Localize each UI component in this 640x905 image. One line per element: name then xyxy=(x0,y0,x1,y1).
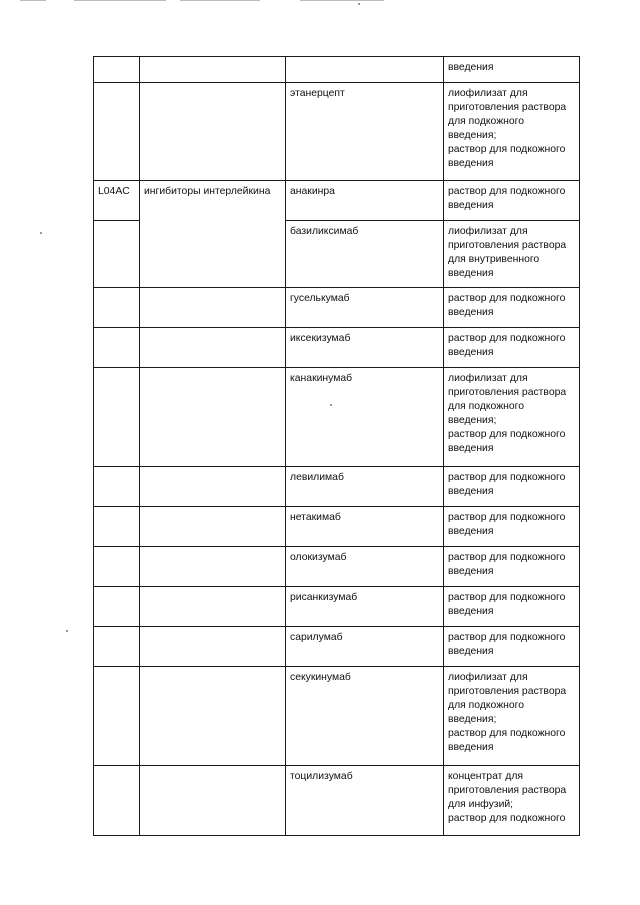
code-cell xyxy=(94,667,140,766)
code-cell xyxy=(94,766,140,836)
drug-cell: анакинра xyxy=(286,181,444,221)
group-cell xyxy=(140,667,286,766)
group-cell xyxy=(140,766,286,836)
table-row xyxy=(94,627,580,667)
form-cell: раствор для подкожного введения xyxy=(444,627,580,667)
form-cell: концентрат для приготовления раствора для инфузий; раствор для подкожного xyxy=(444,766,580,836)
form-cell: лиофилизат для приготовления раствора для подкожного введения; раствор для подкожного введения xyxy=(444,667,580,766)
table-row xyxy=(94,667,580,766)
table-row xyxy=(94,507,580,547)
scan-edge-line xyxy=(180,0,260,1)
code-cell xyxy=(94,627,140,667)
group-cell xyxy=(140,57,286,83)
form-cell: лиофилизат для приготовления раствора для подкожного введения; раствор для подкожного введения xyxy=(444,368,580,467)
form-cell: раствор для подкожного введения xyxy=(444,328,580,368)
group-cell xyxy=(140,627,286,667)
group-cell xyxy=(140,288,286,328)
table-row xyxy=(94,368,580,467)
code-cell xyxy=(94,221,140,288)
code-cell xyxy=(94,83,140,181)
table-row xyxy=(94,587,580,627)
scan-speck xyxy=(40,232,42,234)
table-row xyxy=(94,467,580,507)
code-cell xyxy=(94,57,140,83)
group-cell xyxy=(140,83,286,181)
drug-table-container xyxy=(93,56,579,836)
table-row xyxy=(94,766,580,836)
code-cell xyxy=(94,368,140,467)
group-cell xyxy=(140,547,286,587)
drug-cell: секукинумаб xyxy=(286,667,444,766)
drug-cell: канакинумаб xyxy=(286,368,444,467)
form-cell: раствор для подкожного введения xyxy=(444,547,580,587)
form-cell: раствор для подкожного введения xyxy=(444,587,580,627)
form-cell: введения xyxy=(444,57,580,83)
table-row xyxy=(94,328,580,368)
table-row xyxy=(94,83,580,181)
scan-edge-line xyxy=(300,0,384,1)
form-cell: раствор для подкожного введения xyxy=(444,507,580,547)
code-cell xyxy=(94,547,140,587)
form-cell: раствор для подкожного введения xyxy=(444,288,580,328)
form-cell: раствор для подкожного введения xyxy=(444,467,580,507)
drug-cell: гуселькумаб xyxy=(286,288,444,328)
group-cell xyxy=(140,467,286,507)
group-cell: ингибиторы интерлейкина xyxy=(140,181,286,288)
scan-edge-line xyxy=(74,0,166,1)
form-cell: лиофилизат для приготовления раствора для подкожного введения; раствор для подкожного введения xyxy=(444,83,580,181)
form-cell: раствор для подкожного введения xyxy=(444,181,580,221)
drug-cell: базиликсимаб xyxy=(286,221,444,288)
scan-speck xyxy=(358,3,360,5)
drug-cell: рисанкизумаб xyxy=(286,587,444,627)
form-cell: лиофилизат для приготовления раствора для внутривенного введения xyxy=(444,221,580,288)
scan-edge-line xyxy=(20,0,46,1)
table-row xyxy=(94,288,580,328)
table-row xyxy=(94,181,580,221)
drug-cell: этанерцепт xyxy=(286,83,444,181)
group-cell xyxy=(140,328,286,368)
table-row xyxy=(94,547,580,587)
drug-table xyxy=(93,56,580,836)
drug-cell: нетакимаб xyxy=(286,507,444,547)
drug-cell: тоцилизумаб xyxy=(286,766,444,836)
table-row xyxy=(94,57,580,83)
code-cell xyxy=(94,587,140,627)
code-cell xyxy=(94,507,140,547)
drug-cell: олокизумаб xyxy=(286,547,444,587)
scan-speck xyxy=(66,630,68,632)
group-cell xyxy=(140,507,286,547)
group-cell xyxy=(140,587,286,627)
code-cell xyxy=(94,467,140,507)
code-cell: L04AC xyxy=(94,181,140,221)
drug-cell: левилимаб xyxy=(286,467,444,507)
drug-cell xyxy=(286,57,444,83)
code-cell xyxy=(94,328,140,368)
group-cell xyxy=(140,368,286,467)
code-cell xyxy=(94,288,140,328)
drug-cell: сарилумаб xyxy=(286,627,444,667)
drug-cell: иксекизумаб xyxy=(286,328,444,368)
